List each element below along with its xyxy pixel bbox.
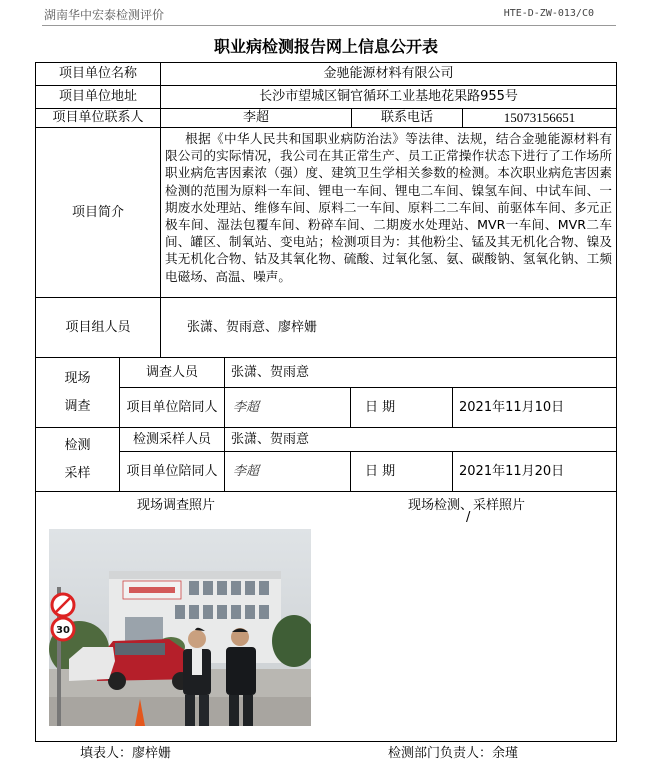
investigators-value: 张潇、贺雨意: [224, 357, 617, 388]
svg-text:30: 30: [56, 625, 70, 636]
sampling-escort-label: 项目单位陪同人: [119, 451, 225, 492]
team-value: 张潇、贺雨意、廖梓姗: [160, 297, 617, 358]
investigators-label: 调查人员: [119, 357, 225, 388]
sampling-date-label: 日 期: [350, 451, 453, 492]
survey-label-line2: 调查: [64, 398, 91, 414]
survey-escort-label: 项目单位陪同人: [119, 387, 225, 428]
sampling-escort-signature: 李超: [224, 451, 351, 492]
site-survey-photo: [49, 529, 311, 726]
survey-label-line1: 现场: [64, 370, 91, 386]
contact-value: 李超: [160, 108, 352, 128]
footer-filled-by: 填表人：廖梓姗: [80, 746, 172, 761]
sampling-label-line2: 采样: [64, 465, 91, 481]
address-label: 项目单位地址: [35, 85, 161, 109]
footer-lab-head: 检测部门负责人：余瑾: [388, 746, 519, 761]
phone-value: 15073156651: [462, 108, 617, 128]
address-value: 长沙市望城区铜官循环工业基地花果路955号: [160, 85, 617, 109]
sampling-label-line1: 检测: [64, 437, 91, 453]
survey-date-label: 日 期: [350, 387, 453, 428]
sampling-photo-placeholder: /: [466, 510, 471, 525]
samplers-value: 张潇、贺雨意: [224, 427, 617, 452]
contact-label: 项目单位联系人: [35, 108, 161, 128]
intro-text: 根据《中华人民共和国职业病防治法》等法律、法规，结合金驰能源材料有限公司的实际情况，我公司在其正常生产、员工正常操作状态下进行了工作场所职业病危害因素浓（强）度、建筑卫生学相关参数的检测。本次职业病危害因素检测的范围为原料一车间、锂电一车间、锂电二车间、镍氢车间、中试车间、一期废水处理站、维修车间、原料二一车间、原料二二车间、前驱体车间、多元正极车间、湿法包覆车间、粉碎车间、二期废水处理站、MVR一车间、MVR二车间、罐区、制氧站、变电站；检测项目为：其他粉尘、锰及其无机化合物、镍及其无机化合物、钴及其氧化物、硫酸、过氧化氢、氨、碳酸钠、氢氧化钠、工频电磁场、高温、噪声。: [160, 127, 617, 298]
team-label: 项目组人员: [35, 297, 161, 358]
phone-label: 联系电话: [351, 108, 463, 128]
unit-name-value: 金驰能源材料有限公司: [160, 62, 617, 86]
header-company: 湖南华中宏泰检测评价: [44, 8, 165, 22]
sampling-date-value: 2021年11月20日: [452, 451, 617, 492]
unit-name-label: 项目单位名称: [35, 62, 161, 86]
intro-label: 项目简介: [35, 127, 161, 298]
header-doc-code: HTE-D-ZW-013/C0: [503, 8, 594, 19]
survey-photo-title: 现场调查照片: [137, 498, 216, 513]
survey-escort-signature: 李超: [224, 387, 351, 428]
survey-label: [35, 357, 120, 428]
header-divider: [42, 25, 616, 26]
survey-date-value: 2021年11月10日: [452, 387, 617, 428]
page-title: 职业病检测报告网上信息公开表: [213, 37, 438, 56]
sampling-photo-title: 现场检测、采样照片: [408, 498, 526, 513]
samplers-label: 检测采样人员: [119, 427, 225, 452]
sampling-label: [35, 427, 120, 492]
